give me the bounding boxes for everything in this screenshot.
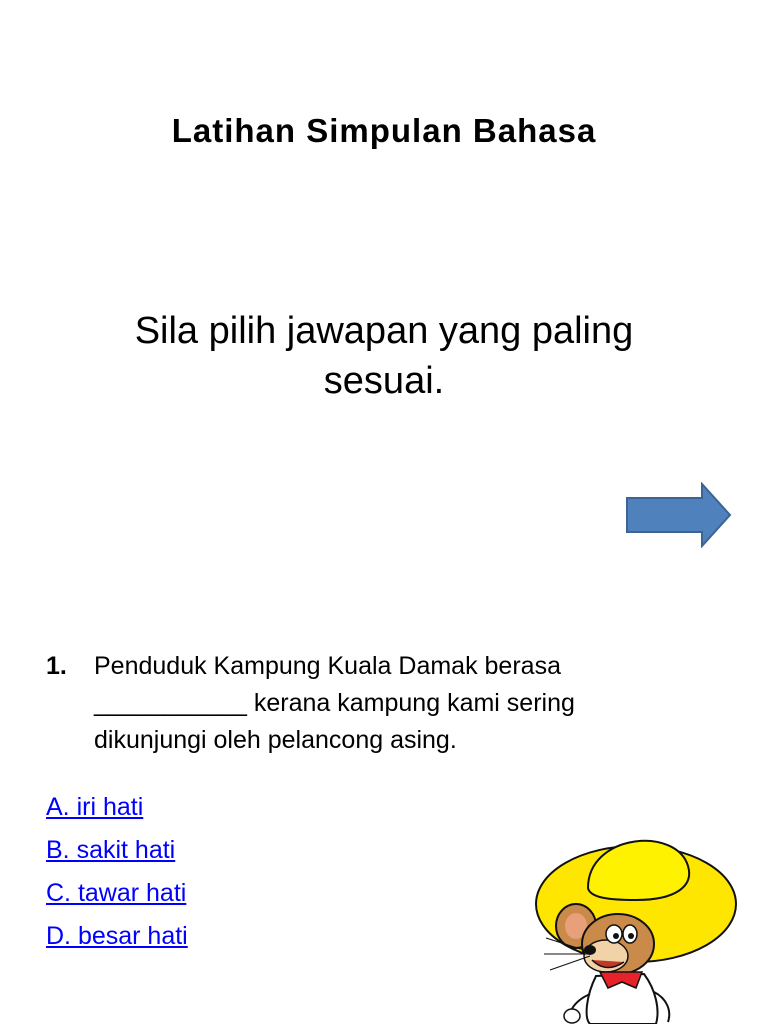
option-b-link[interactable]: B. sakit hati [46, 836, 176, 864]
option-d-link[interactable]: D. besar hati [46, 922, 188, 950]
option-c-link[interactable]: C. tawar hati [46, 879, 187, 907]
instruction-text: Sila pilih jawapan yang paling sesuai. [134, 310, 634, 402]
answer-options [46, 786, 188, 958]
page-title: Latihan Simpulan Bahasa [171, 112, 597, 149]
question-text: Penduduk Kampung Kuala Damak berasa ___________ kerana kampung kami sering dikunjungi oleh pelancong asing. [94, 652, 575, 754]
question-number: 1. [46, 652, 67, 680]
cartoon-mouse-sombrero-icon [526, 826, 768, 1024]
right-arrow-icon[interactable] [624, 482, 734, 548]
option-a-link[interactable]: A. iri hati [46, 793, 144, 821]
